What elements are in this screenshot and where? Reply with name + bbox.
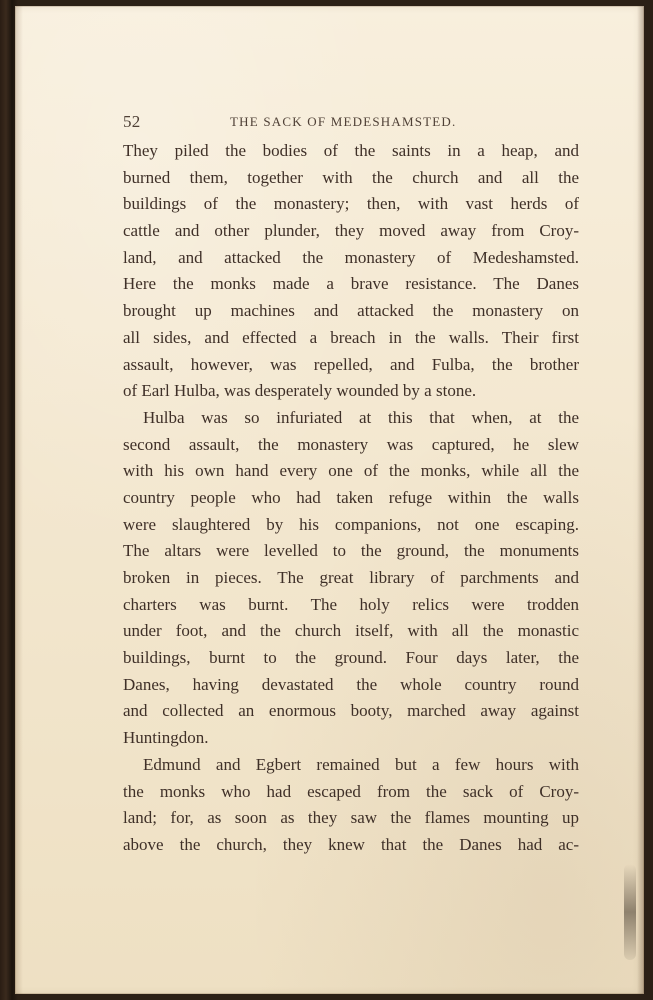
paper-page — [15, 6, 644, 994]
text-line: country people who had taken refuge within the walls — [123, 487, 579, 507]
text-line: land, and attacked the monastery of Medeshamsted. — [123, 247, 579, 267]
text-line: assault, however, was repelled, and Fulba, the brother — [123, 354, 579, 374]
page-number: 52 — [123, 112, 141, 131]
text-line: buildings of the monastery; then, with vast herds of — [123, 194, 579, 214]
text-line: brought up machines and attacked the monastery on — [123, 301, 579, 321]
text-line: Edmund and Egbert remained but a few hours with — [143, 754, 579, 774]
text-line: Here the monks made a brave resistance. The Danes — [123, 274, 579, 294]
page-header — [123, 112, 575, 132]
text-line: the monks who had escaped from the sack of Croy- — [123, 781, 579, 801]
text-line: buildings, burnt to the ground. Four days later, the — [123, 648, 579, 668]
running-title: THE SACK OF MEDESHAMSTED. — [230, 114, 457, 129]
text-line: charters was burnt. The holy relics were trodden — [123, 594, 579, 614]
text-line: broken in pieces. The great library of parchments and — [123, 568, 579, 587]
text-line: burned them, together with the church and all the — [123, 167, 579, 187]
text-line: The altars were levelled to the ground, the monuments — [123, 541, 579, 561]
text-line: of Earl Hulba, was desperately wounded by a stone. — [123, 381, 477, 401]
body-text — [123, 138, 579, 859]
text-line: Danes, having devastated the whole country round — [123, 674, 579, 694]
text-line: were slaughtered by his companions, not one escaping. — [123, 514, 579, 534]
text-line: They piled the bodies of the saints in a heap, and — [123, 141, 579, 160]
text-line: Huntingdon. — [123, 728, 209, 748]
text-line: land; for, as soon as they saw the flames mounting up — [123, 808, 579, 828]
text-line: with his own hand every one of the monks, while all the — [123, 461, 579, 481]
text-line: above the church, they knew that the Danes had ac- — [123, 834, 579, 854]
page-edge-stain — [624, 864, 636, 960]
text-line: second assault, the monastery was captured, he slew — [123, 434, 579, 454]
text-line: cattle and other plunder, they moved away from Croy- — [123, 221, 579, 241]
text-line: all sides, and effected a breach in the walls. Their first — [123, 327, 579, 347]
text-line: under foot, and the church itself, with all the monastic — [123, 621, 579, 641]
text-line: Hulba was so infuriated at this that when, at the — [143, 407, 579, 427]
text-line: and collected an enormous booty, marched away against — [123, 701, 579, 721]
